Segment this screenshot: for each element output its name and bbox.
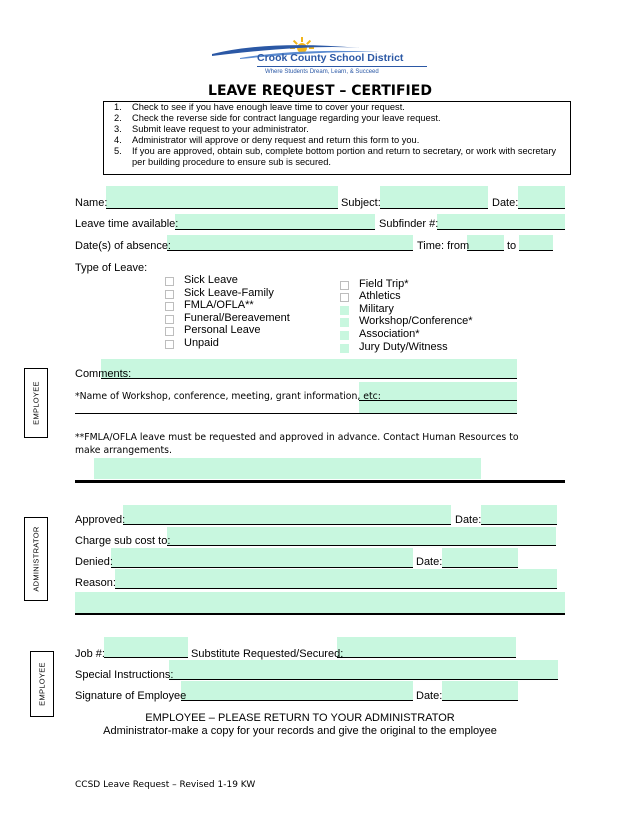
leave-checkbox-fmla[interactable] xyxy=(165,302,174,311)
page-title: LEAVE REQUEST – CERTIFIED xyxy=(208,83,432,99)
reason-extra-field[interactable] xyxy=(75,592,565,613)
leave-option-label: FMLA/OFLA** xyxy=(184,299,254,311)
leave-option-label: Sick Leave-Family xyxy=(184,287,274,299)
comments-label: Comments: xyxy=(75,368,132,380)
employee-bottom-side-label-box xyxy=(30,651,54,717)
leave-option-label: Funeral/Bereavement xyxy=(184,312,290,324)
leave-checkbox-field-trip[interactable] xyxy=(340,281,349,290)
section-divider xyxy=(75,480,565,483)
footer-return-instruction: EMPLOYEE – PLEASE RETURN TO YOUR ADMINISTRATOR xyxy=(145,712,455,724)
leave-option-label: Athletics xyxy=(359,290,401,302)
instruction-item: 5. If you are approved, obtain sub, complete bottom portion and return to secretary, or work with secretary per building procedure to ensure sub is secured. xyxy=(114,146,557,167)
leave-option-label: Personal Leave xyxy=(184,324,261,336)
leave-checkbox-sick[interactable] xyxy=(165,277,174,286)
subfinder-field[interactable] xyxy=(437,214,565,230)
approved-date-field[interactable] xyxy=(481,505,557,525)
signature-label: Signature of Employee xyxy=(75,690,187,702)
signature-field[interactable] xyxy=(181,681,413,701)
logo-underline xyxy=(257,66,427,67)
instruction-item: 1. Check to see if you have enough leave time to cover your request. xyxy=(114,102,405,112)
instructions-box xyxy=(103,101,571,175)
administrator-side-label-box xyxy=(24,517,48,601)
leave-checkbox-jury[interactable] xyxy=(340,344,349,353)
leave-option-label: Jury Duty/Witness xyxy=(359,341,448,353)
section-divider xyxy=(75,613,565,615)
leave-checkbox-workshop[interactable] xyxy=(340,318,349,327)
job-number-label: Job #: xyxy=(75,648,105,660)
denied-field[interactable] xyxy=(111,548,413,568)
dates-absence-label: Date(s) of absence: xyxy=(75,240,171,252)
special-instructions-label: Special Instructions: xyxy=(75,669,174,681)
to-label: to xyxy=(507,240,517,252)
leave-checkbox-military[interactable] xyxy=(340,306,349,315)
leave-checkbox-sick-family[interactable] xyxy=(165,290,174,299)
denied-label: Denied: xyxy=(75,556,113,568)
logo-tagline: Where Students Dream, Learn, & Succeed xyxy=(265,69,379,75)
reason-field[interactable] xyxy=(115,569,557,589)
comments-field[interactable] xyxy=(101,359,517,379)
substitute-label: Substitute Requested/Secured: xyxy=(191,648,344,660)
subject-field[interactable] xyxy=(380,186,488,209)
signature-date-label: Date: xyxy=(416,690,443,702)
leave-checkbox-association[interactable] xyxy=(340,331,349,340)
instruction-item: 3. Submit leave request to your administrator. xyxy=(114,124,309,134)
reason-label: Reason: xyxy=(75,577,116,589)
leave-option-label: Field Trip* xyxy=(359,278,409,290)
employee-side-label-box xyxy=(24,368,48,438)
leave-checkbox-personal[interactable] xyxy=(165,327,174,336)
signature-date-field[interactable] xyxy=(442,681,518,701)
approved-label: Approved: xyxy=(75,514,126,526)
leave-checkbox-unpaid[interactable] xyxy=(165,340,174,349)
workshop-note: *Name of Workshop, conference, meeting, grant information, etc: xyxy=(75,391,381,402)
workshop-name-field[interactable] xyxy=(359,382,517,414)
charge-sub-field[interactable] xyxy=(167,527,556,546)
leave-option-label: Workshop/Conference* xyxy=(359,315,473,327)
time-to-field[interactable] xyxy=(519,235,553,251)
leave-checkbox-athletics[interactable] xyxy=(340,293,349,302)
instruction-item: 2. Check the reverse side for contract language regarding your leave request. xyxy=(114,113,441,123)
time-from-label: Time: from xyxy=(417,240,470,252)
fmla-field[interactable] xyxy=(94,458,481,479)
time-from-field[interactable] xyxy=(467,235,504,251)
instruction-item: 4. Administrator will approve or deny request and return this form to you. xyxy=(114,135,420,145)
leave-time-label: Leave time available: xyxy=(75,218,179,230)
denied-date-field[interactable] xyxy=(442,548,518,568)
footer-copy-instruction: Administrator-make a copy for your records and give the original to the employee xyxy=(103,725,497,737)
denied-date-label: Date: xyxy=(416,556,443,568)
approved-date-label: Date: xyxy=(455,514,482,526)
charge-sub-label: Charge sub cost to: xyxy=(75,535,171,547)
employee-bottom-side-label: EMPLOYEE xyxy=(37,662,47,706)
leave-option-label: Association* xyxy=(359,328,420,340)
subject-label: Subject: xyxy=(341,197,381,209)
leave-checkbox-funeral[interactable] xyxy=(165,315,174,324)
name-label: Name: xyxy=(75,197,108,209)
special-instructions-field[interactable] xyxy=(169,660,558,680)
name-field[interactable] xyxy=(106,186,338,209)
district-logo xyxy=(210,36,435,82)
dates-absence-field[interactable] xyxy=(167,235,413,251)
logo-name: Crook County School District xyxy=(257,52,404,64)
substitute-field[interactable] xyxy=(337,637,516,658)
revision-note: CCSD Leave Request – Revised 1-19 KW xyxy=(75,780,256,790)
date-field[interactable] xyxy=(518,186,565,209)
subfinder-label: Subfinder #: xyxy=(379,218,439,230)
leave-option-label: Military xyxy=(359,303,394,315)
leave-option-label: Sick Leave xyxy=(184,274,238,286)
administrator-side-label: ADMINISTRATOR xyxy=(31,526,41,592)
type-of-leave-label: Type of Leave: xyxy=(75,262,148,274)
fmla-note: **FMLA/OFLA leave must be requested and approved in advance. Contact Human Resources to make arrangements. xyxy=(75,432,519,456)
leave-option-label: Unpaid xyxy=(184,337,219,349)
leave-time-field[interactable] xyxy=(175,214,375,230)
date-label: Date: xyxy=(492,197,519,209)
job-number-field[interactable] xyxy=(104,637,188,658)
approved-field[interactable] xyxy=(123,505,451,525)
employee-side-label: EMPLOYEE xyxy=(31,381,41,425)
